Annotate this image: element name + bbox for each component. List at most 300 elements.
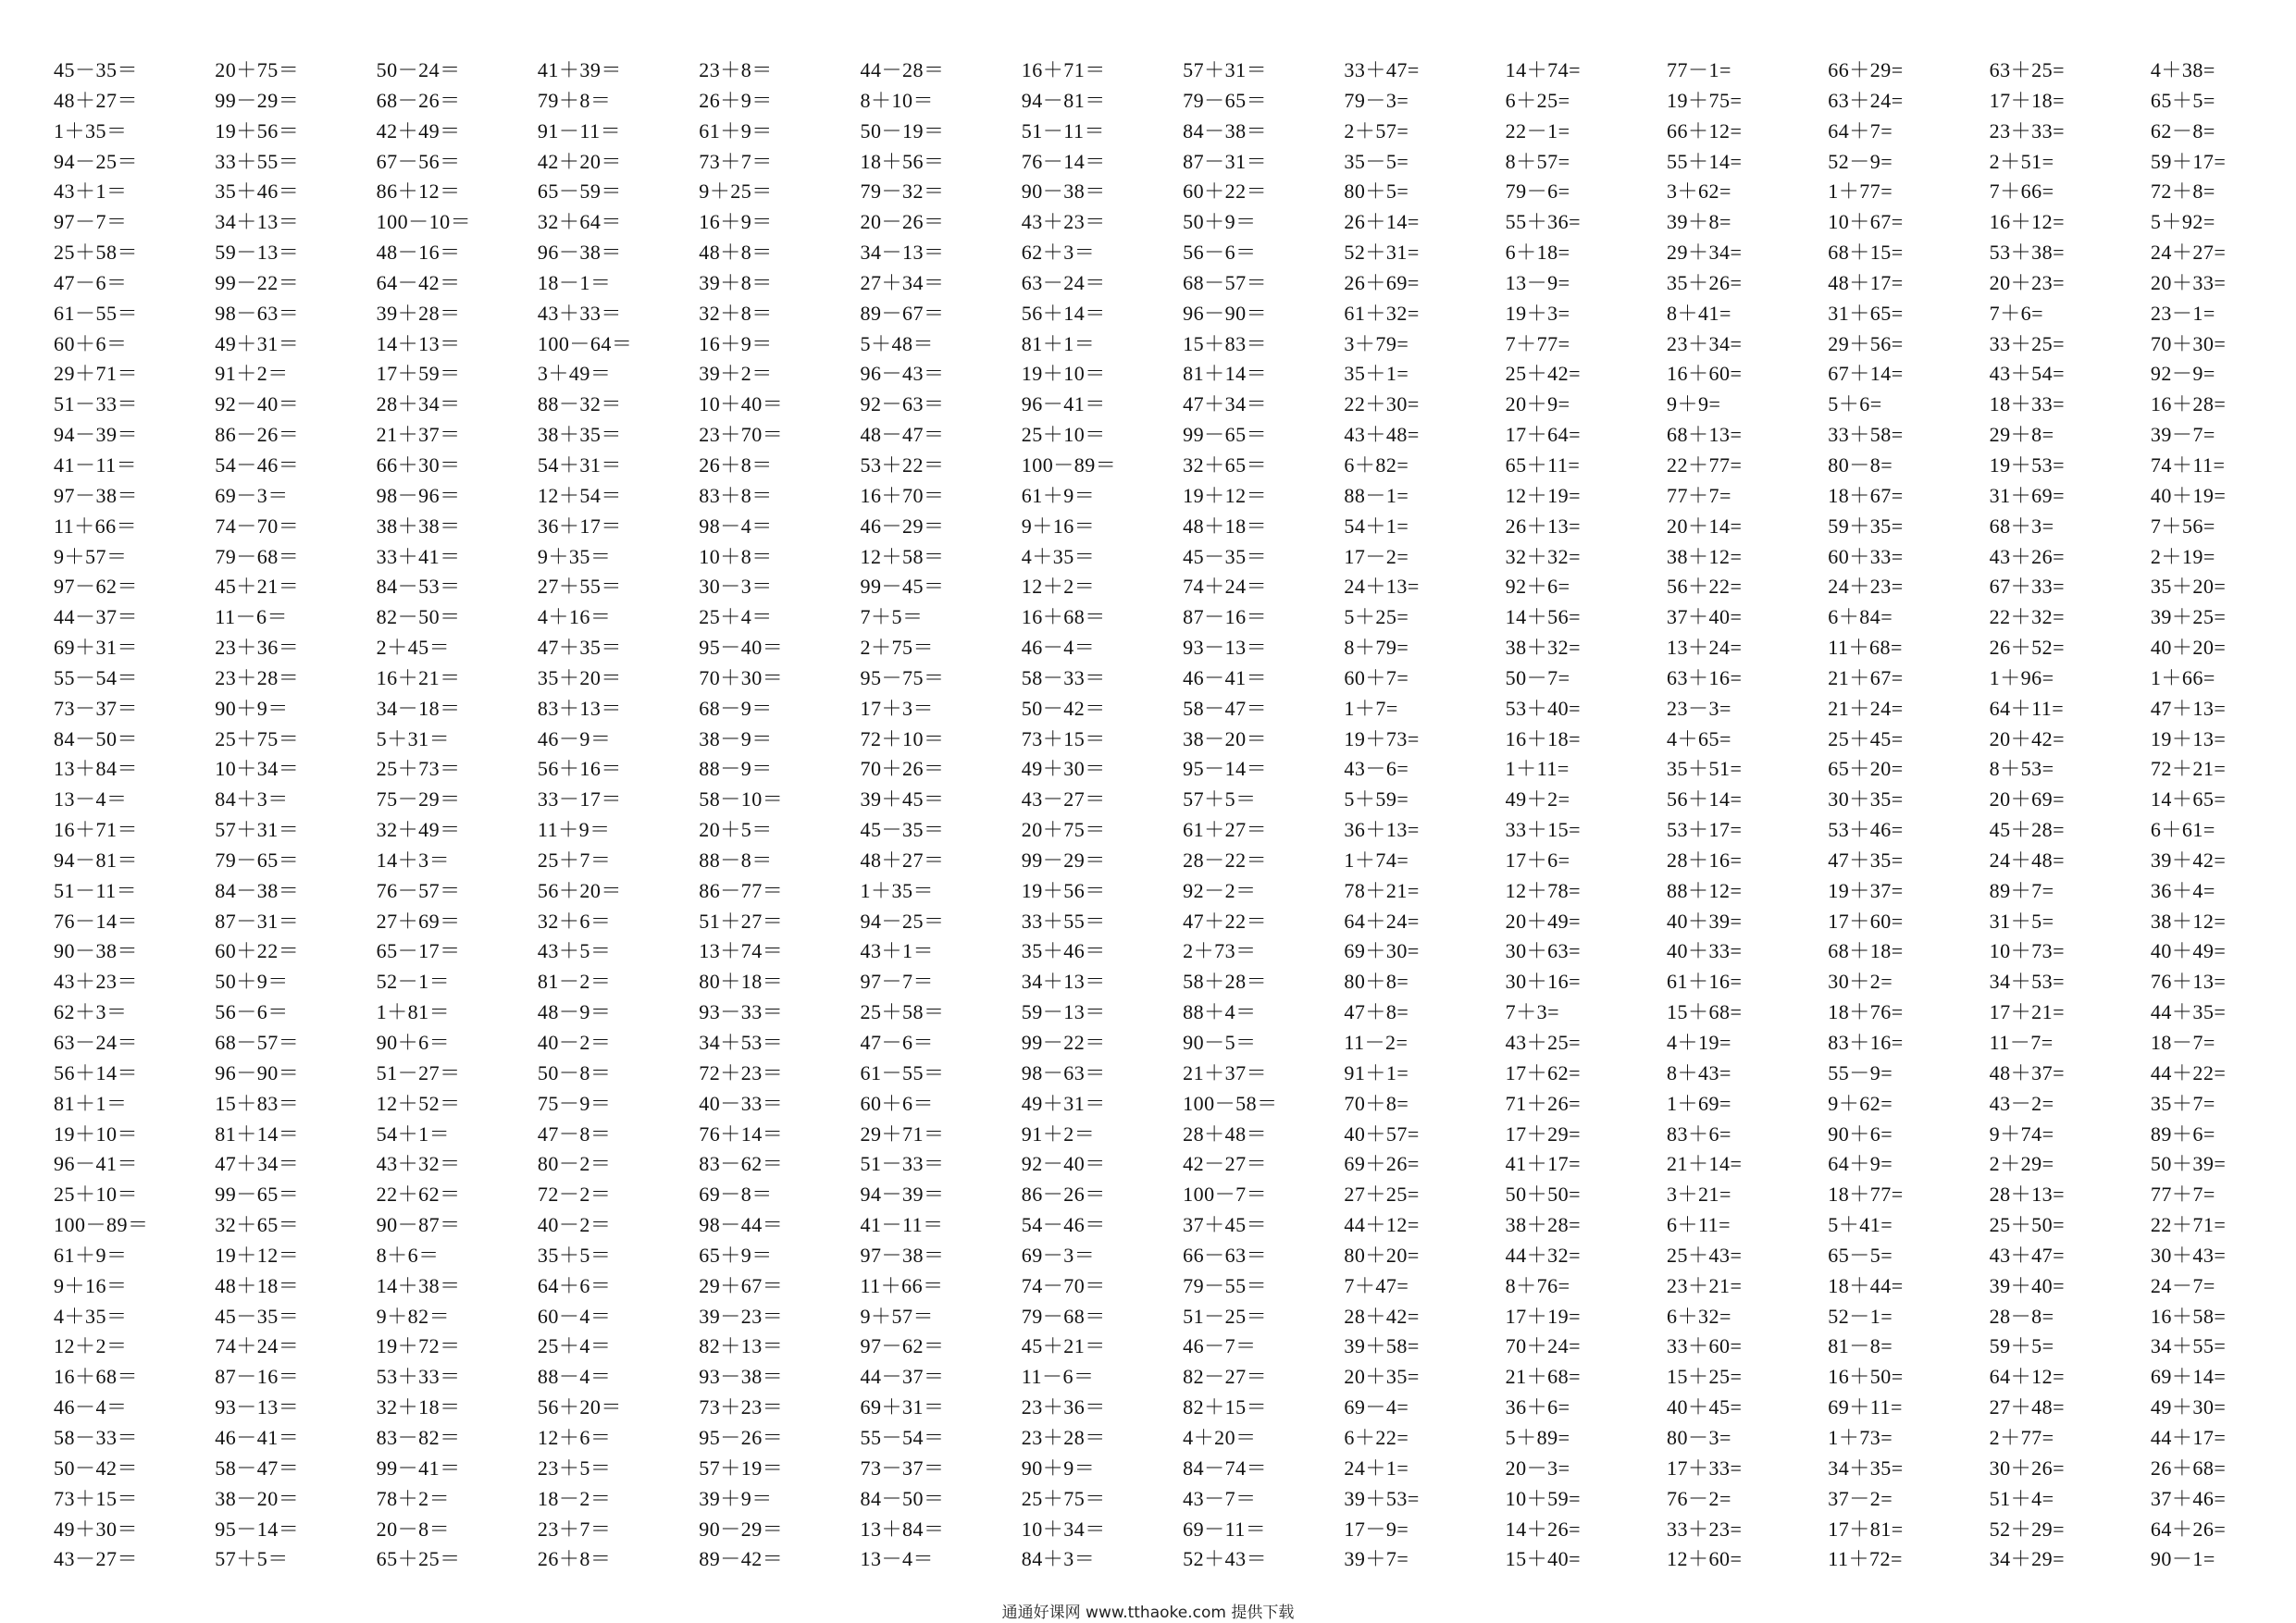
problem-item: 62－8= xyxy=(2150,118,2215,142)
problem-item: 12＋2＝ xyxy=(1021,575,1096,599)
problem-item: 84－74＝ xyxy=(1183,1456,1268,1480)
problem-item: 17＋29= xyxy=(1505,1121,1582,1146)
problem-item: 23－3= xyxy=(1666,696,1731,720)
problem-item: 46－41＝ xyxy=(215,1425,300,1449)
problem-item: 4＋35＝ xyxy=(54,1304,128,1328)
problem-item: 23＋28＝ xyxy=(215,665,300,689)
problem-item: 95－40＝ xyxy=(699,636,784,660)
problem-item: 19＋75= xyxy=(1666,88,1743,112)
problem-item: 2＋29= xyxy=(1989,1152,2054,1176)
problem-item: 45＋21＝ xyxy=(1021,1334,1106,1358)
problem-item: 68－26＝ xyxy=(376,88,461,112)
problem-item: 49＋30＝ xyxy=(54,1517,139,1541)
problem-item: 56－6＝ xyxy=(215,1000,289,1024)
problem-item: 19＋56＝ xyxy=(215,118,300,142)
problem-item: 39－7= xyxy=(2150,423,2215,447)
problem-item: 15＋68= xyxy=(1666,1000,1743,1024)
problem-item: 64＋7= xyxy=(1828,118,1893,142)
problem-item: 84－38＝ xyxy=(215,878,300,902)
problem-item: 61＋9＝ xyxy=(54,1243,128,1267)
problem-item: 60＋22＝ xyxy=(215,939,300,963)
problem-item: 45＋21＝ xyxy=(215,575,300,599)
problem-item: 33＋23= xyxy=(1666,1517,1743,1541)
problem-item: 10＋40＝ xyxy=(699,392,784,416)
problem-item: 63－24＝ xyxy=(54,1031,139,1054)
problem-item: 83－62＝ xyxy=(699,1152,784,1176)
problem-item: 25＋7＝ xyxy=(537,848,612,872)
problem-item: 100－89＝ xyxy=(1021,452,1117,477)
problem-item: 35＋46＝ xyxy=(1021,939,1106,963)
problem-item: 16＋60= xyxy=(1666,362,1743,386)
problem-item: 25＋42= xyxy=(1505,362,1582,386)
problem-item: 17＋19= xyxy=(1505,1304,1582,1328)
problem-item: 22＋62＝ xyxy=(376,1183,461,1207)
problem-item: 92－40＝ xyxy=(215,392,300,416)
problem-item: 78＋2＝ xyxy=(376,1486,451,1510)
problem-item: 4＋19= xyxy=(1666,1031,1731,1054)
problem-item: 30＋43= xyxy=(2150,1243,2227,1267)
problem-item: 60＋6＝ xyxy=(860,1091,934,1115)
problem-item: 38＋32= xyxy=(1505,636,1582,660)
problem-item: 30－3＝ xyxy=(699,575,773,599)
problem-item: 5＋48＝ xyxy=(860,331,934,355)
problem-item: 29＋34= xyxy=(1666,241,1743,265)
problem-item: 12＋58＝ xyxy=(860,544,945,568)
problem-item: 43＋48= xyxy=(1344,423,1420,447)
problem-item: 51－11＝ xyxy=(54,878,138,902)
problem-item: 81＋14＝ xyxy=(215,1121,300,1146)
problem-item: 94－25＝ xyxy=(860,909,945,933)
problem-item: 52＋29= xyxy=(1989,1517,2065,1541)
problem-item: 20＋14= xyxy=(1666,514,1743,538)
problem-item: 29＋56= xyxy=(1828,331,1904,355)
problem-item: 12＋19= xyxy=(1505,483,1582,507)
problem-item: 48＋18＝ xyxy=(1183,514,1268,538)
problem-item: 52－1= xyxy=(1828,1304,1893,1328)
problem-item: 58＋28＝ xyxy=(1183,970,1268,994)
problem-item: 52＋43＝ xyxy=(1183,1547,1268,1571)
problem-item: 38－9＝ xyxy=(699,726,773,750)
problem-item: 43＋33＝ xyxy=(537,301,622,325)
problem-item: 74＋24＝ xyxy=(1183,575,1268,599)
problem-item: 6＋25= xyxy=(1505,88,1570,112)
problem-item: 40＋39= xyxy=(1666,909,1743,933)
problem-item: 40＋57= xyxy=(1344,1121,1420,1146)
problem-item: 65＋9＝ xyxy=(699,1243,773,1267)
problem-item: 44＋35= xyxy=(2150,1000,2227,1024)
problem-item: 63－24＝ xyxy=(1021,270,1106,294)
problem-item: 3＋21= xyxy=(1666,1183,1731,1207)
problem-item: 76－2= xyxy=(1666,1486,1731,1510)
problem-item: 57＋5＝ xyxy=(215,1547,289,1571)
problem-item: 22＋32= xyxy=(1989,605,2065,629)
problem-item: 69＋14= xyxy=(2150,1365,2227,1389)
problem-item: 48－16＝ xyxy=(376,241,461,265)
problem-item: 28＋13= xyxy=(1989,1183,2065,1207)
problem-item: 32＋49＝ xyxy=(376,818,461,842)
problem-item: 13＋24= xyxy=(1666,636,1743,660)
problem-item: 61＋27＝ xyxy=(1183,818,1268,842)
problem-item: 55－54＝ xyxy=(860,1425,945,1449)
problem-item: 74＋24＝ xyxy=(215,1334,300,1358)
problem-item: 72＋8= xyxy=(2150,180,2215,204)
problem-item: 56－6＝ xyxy=(1183,241,1257,265)
problem-item: 52＋31= xyxy=(1344,241,1420,265)
problem-item: 54＋1＝ xyxy=(376,1121,451,1146)
problem-item: 93－38＝ xyxy=(699,1365,784,1389)
problem-item: 18＋44= xyxy=(1828,1273,1904,1297)
problem-item: 31＋69= xyxy=(1989,483,2065,507)
problem-item: 89－42＝ xyxy=(699,1547,784,1571)
problem-item: 11＋66＝ xyxy=(860,1273,944,1297)
problem-item: 37－2= xyxy=(1828,1486,1893,1510)
problem-item: 60＋33= xyxy=(1828,544,1904,568)
problem-item: 23＋36＝ xyxy=(215,636,300,660)
problem-item: 7＋6= xyxy=(1989,301,2043,325)
problem-item: 22－1= xyxy=(1505,118,1570,142)
problem-item: 23＋28＝ xyxy=(1021,1425,1106,1449)
problem-item: 90－5＝ xyxy=(1183,1031,1257,1054)
problem-item: 2＋57= xyxy=(1344,118,1409,142)
problem-item: 15＋83＝ xyxy=(215,1091,300,1115)
problem-item: 39＋40= xyxy=(1989,1273,2065,1297)
problem-item: 34＋53= xyxy=(1989,970,2065,994)
problem-item: 25＋50= xyxy=(1989,1213,2065,1237)
problem-item: 13＋84＝ xyxy=(860,1517,945,1541)
problem-item: 16＋9＝ xyxy=(699,210,773,234)
problem-item: 79－6= xyxy=(1505,180,1570,204)
problem-item: 63＋25= xyxy=(1989,58,2065,81)
problem-item: 47＋34＝ xyxy=(1183,392,1268,416)
problem-item: 18－2＝ xyxy=(537,1486,612,1510)
problem-item: 94－81＝ xyxy=(54,848,139,872)
problem-item: 69＋31＝ xyxy=(860,1395,945,1419)
problem-item: 80＋20= xyxy=(1344,1243,1420,1267)
problem-item: 35＋20＝ xyxy=(537,665,622,689)
problem-item: 77＋7= xyxy=(2150,1183,2215,1207)
problem-item: 43＋5＝ xyxy=(537,939,612,963)
problem-item: 10＋34＝ xyxy=(1021,1517,1106,1541)
problem-item: 65＋11= xyxy=(1505,452,1581,477)
problem-item: 81－2＝ xyxy=(537,970,612,994)
problem-item: 64＋26= xyxy=(2150,1517,2227,1541)
problem-item: 47－6＝ xyxy=(54,270,128,294)
problem-item: 10＋8＝ xyxy=(699,544,773,568)
problem-item: 8＋79= xyxy=(1344,636,1409,660)
problem-item: 93－13＝ xyxy=(1183,636,1268,660)
problem-item: 17＋18= xyxy=(1989,88,2065,112)
problem-item: 87－16＝ xyxy=(215,1365,300,1389)
problem-item: 65－59＝ xyxy=(537,180,622,204)
problem-item: 23＋33= xyxy=(1989,118,2065,142)
problem-item: 11＋68= xyxy=(1828,636,1903,660)
problem-item: 21＋68= xyxy=(1505,1365,1582,1389)
problem-item: 84＋3＝ xyxy=(1021,1547,1096,1571)
problem-item: 74＋11= xyxy=(2150,452,2226,477)
problem-item: 22＋30= xyxy=(1344,392,1420,416)
problem-item: 90＋9＝ xyxy=(215,696,289,720)
problem-item: 65－5= xyxy=(1828,1243,1893,1267)
problem-item: 43－6= xyxy=(1344,757,1409,781)
problem-item: 33＋47= xyxy=(1344,58,1420,81)
problem-item: 76＋14＝ xyxy=(699,1121,784,1146)
problem-item: 48＋27＝ xyxy=(54,88,139,112)
problem-item: 39＋42= xyxy=(2150,848,2227,872)
problem-item: 79－55＝ xyxy=(1183,1273,1268,1297)
problem-item: 52－9= xyxy=(1828,149,1893,173)
problem-item: 73－37＝ xyxy=(860,1456,945,1480)
problem-item: 19＋37= xyxy=(1828,878,1904,902)
problem-item: 86－26＝ xyxy=(215,423,300,447)
problem-item: 16＋12= xyxy=(1989,210,2065,234)
problem-item: 94－39＝ xyxy=(54,423,139,447)
problem-item: 41－11＝ xyxy=(54,452,138,477)
problem-item: 16＋70＝ xyxy=(860,483,945,507)
problem-item: 40＋49= xyxy=(2150,939,2227,963)
problem-item: 46－4＝ xyxy=(54,1395,128,1419)
problem-item: 72＋23＝ xyxy=(699,1060,784,1084)
problem-item: 88－8＝ xyxy=(699,848,773,872)
problem-item: 20＋23= xyxy=(1989,270,2065,294)
problem-item: 47＋22＝ xyxy=(1183,909,1268,933)
problem-item: 18－1＝ xyxy=(537,270,612,294)
problem-item: 39＋8= xyxy=(1666,210,1731,234)
problem-item: 32＋65＝ xyxy=(1183,452,1268,477)
problem-item: 70＋26＝ xyxy=(860,757,945,781)
problem-item: 38－20＝ xyxy=(215,1486,300,1510)
problem-item: 5＋41= xyxy=(1828,1213,1893,1237)
problem-item: 17＋21= xyxy=(1989,1000,2065,1024)
problem-item: 15＋83＝ xyxy=(1183,331,1268,355)
problem-item: 34＋53＝ xyxy=(699,1031,784,1054)
problem-item: 92－63＝ xyxy=(860,392,945,416)
problem-item: 20＋5＝ xyxy=(699,818,773,842)
problem-item: 19＋53= xyxy=(1989,452,2065,477)
problem-item: 99－22＝ xyxy=(215,270,300,294)
problem-item: 17＋64= xyxy=(1505,423,1582,447)
problem-item: 98－96＝ xyxy=(376,483,461,507)
problem-item: 17＋59＝ xyxy=(376,362,461,386)
problem-item: 76－14＝ xyxy=(1021,149,1106,173)
problem-item: 77＋7= xyxy=(1666,483,1731,507)
problem-item: 88－9＝ xyxy=(699,757,773,781)
problem-item: 90－29＝ xyxy=(699,1517,784,1541)
problem-item: 10＋34＝ xyxy=(215,757,300,781)
problem-item: 25＋58＝ xyxy=(54,241,139,265)
problem-item: 16＋68＝ xyxy=(54,1365,139,1389)
problem-item: 96－38＝ xyxy=(537,241,622,265)
problem-item: 73＋7＝ xyxy=(699,149,773,173)
problem-item: 35－5= xyxy=(1344,149,1409,173)
problem-item: 25＋75＝ xyxy=(215,726,300,750)
problem-item: 1＋35＝ xyxy=(860,878,934,902)
problem-item: 83＋16= xyxy=(1828,1031,1904,1054)
problem-item: 61－55＝ xyxy=(860,1060,945,1084)
problem-item: 97－7＝ xyxy=(54,210,128,234)
problem-item: 53＋22＝ xyxy=(860,452,945,477)
problem-item: 13－4＝ xyxy=(860,1547,934,1571)
problem-item: 65－17＝ xyxy=(376,939,461,963)
problem-item: 78＋21= xyxy=(1344,878,1420,902)
problem-item: 69＋31＝ xyxy=(54,636,139,660)
problem-item: 30＋2= xyxy=(1828,970,1893,994)
problem-item: 5＋25= xyxy=(1344,605,1409,629)
problem-item: 23＋70＝ xyxy=(699,423,784,447)
problem-item: 27＋48= xyxy=(1989,1395,2065,1419)
problem-item: 51－33＝ xyxy=(860,1152,945,1176)
problem-item: 6＋82= xyxy=(1344,452,1409,477)
problem-item: 94－25＝ xyxy=(54,149,139,173)
problem-item: 70＋30= xyxy=(2150,331,2227,355)
problem-item: 24＋13= xyxy=(1344,575,1420,599)
problem-item: 50－42＝ xyxy=(54,1456,139,1480)
problem-item: 88＋12= xyxy=(1666,878,1743,902)
problem-item: 12＋6＝ xyxy=(537,1425,612,1449)
problem-item: 30＋26= xyxy=(1989,1456,2065,1480)
problem-item: 56＋16＝ xyxy=(537,757,622,781)
problem-item: 38－20＝ xyxy=(1183,726,1268,750)
problem-item: 10＋59= xyxy=(1505,1486,1582,1510)
problem-item: 1＋77= xyxy=(1828,180,1893,204)
problem-item: 44－28＝ xyxy=(860,58,945,81)
problem-item: 25＋45= xyxy=(1828,726,1904,750)
problem-item: 40＋45= xyxy=(1666,1395,1743,1419)
problem-item: 20＋69= xyxy=(1989,787,2065,812)
problem-item: 88＋4＝ xyxy=(1183,1000,1257,1024)
problem-item: 34＋13＝ xyxy=(215,210,300,234)
problem-item: 19＋56＝ xyxy=(1021,878,1106,902)
problem-item: 33＋60= xyxy=(1666,1334,1743,1358)
problem-item: 1＋7= xyxy=(1344,696,1398,720)
problem-item: 59－13＝ xyxy=(215,241,300,265)
problem-item: 16＋71＝ xyxy=(1021,58,1106,81)
problem-item: 39＋8＝ xyxy=(699,270,773,294)
problem-item: 5＋31＝ xyxy=(376,726,451,750)
problem-item: 7＋47= xyxy=(1344,1273,1409,1297)
problem-item: 64＋6＝ xyxy=(537,1273,612,1297)
problem-item: 38＋28= xyxy=(1505,1213,1582,1237)
problem-item: 66＋29= xyxy=(1828,58,1904,81)
problem-item: 17＋3＝ xyxy=(860,696,934,720)
problem-item: 16＋58= xyxy=(2150,1304,2227,1328)
problem-item: 42＋20＝ xyxy=(537,149,622,173)
problem-item: 66＋30＝ xyxy=(376,452,461,477)
problem-item: 43－7＝ xyxy=(1183,1486,1257,1510)
problem-item: 1＋73= xyxy=(1828,1425,1893,1449)
problem-item: 45－35＝ xyxy=(54,58,139,81)
problem-item: 6＋18= xyxy=(1505,241,1570,265)
problem-item: 34－18＝ xyxy=(376,696,461,720)
problem-item: 33＋25= xyxy=(1989,331,2065,355)
problem-item: 51－11＝ xyxy=(1021,118,1105,142)
problem-item: 92－40＝ xyxy=(1021,1152,1106,1176)
problem-item: 2＋75＝ xyxy=(860,636,934,660)
problem-item: 33＋55＝ xyxy=(1021,909,1106,933)
problem-item: 72－2＝ xyxy=(537,1183,612,1207)
problem-item: 43＋25= xyxy=(1505,1031,1582,1054)
problem-item: 50－7= xyxy=(1505,665,1570,689)
problem-item: 98－63＝ xyxy=(215,301,300,325)
problem-item: 64＋24= xyxy=(1344,909,1420,933)
problem-item: 11＋66＝ xyxy=(54,514,138,538)
problem-item: 39－23＝ xyxy=(699,1304,784,1328)
problem-item: 32＋32= xyxy=(1505,544,1582,568)
problem-item: 15＋25= xyxy=(1666,1365,1743,1389)
problem-item: 92＋6= xyxy=(1505,575,1570,599)
problem-item: 8＋10＝ xyxy=(860,88,934,112)
problem-item: 46－41＝ xyxy=(1183,665,1268,689)
problem-item: 80＋18＝ xyxy=(699,970,784,994)
problem-item: 39＋25= xyxy=(2150,605,2227,629)
problem-item: 19＋12＝ xyxy=(215,1243,300,1267)
problem-item: 67＋33= xyxy=(1989,575,2065,599)
problem-item: 51－25＝ xyxy=(1183,1304,1268,1328)
problem-item: 56＋14＝ xyxy=(54,1060,139,1084)
problem-item: 87－31＝ xyxy=(215,909,300,933)
problem-item: 68＋15= xyxy=(1828,241,1904,265)
problem-item: 26＋9＝ xyxy=(699,88,773,112)
problem-item: 27＋34＝ xyxy=(860,270,945,294)
problem-item: 80－2＝ xyxy=(537,1152,612,1176)
problem-item: 34＋29= xyxy=(1989,1547,2065,1571)
problem-item: 7＋3= xyxy=(1505,1000,1560,1024)
problem-item: 47＋35＝ xyxy=(537,636,622,660)
problem-item: 55－54＝ xyxy=(54,665,139,689)
problem-item: 73＋23＝ xyxy=(699,1395,784,1419)
problem-item: 2＋77= xyxy=(1989,1425,2054,1449)
problem-item: 44＋12= xyxy=(1344,1213,1420,1237)
problem-item: 100－64＝ xyxy=(537,331,633,355)
problem-item: 16＋50= xyxy=(1828,1365,1904,1389)
problem-item: 17＋33= xyxy=(1666,1456,1743,1480)
problem-item: 31＋65= xyxy=(1828,301,1904,325)
problem-item: 87－31＝ xyxy=(1183,149,1268,173)
problem-item: 92－2＝ xyxy=(1183,878,1257,902)
problem-item: 1＋35＝ xyxy=(54,118,128,142)
problem-item: 37＋46= xyxy=(2150,1486,2227,1510)
problem-item: 83－82＝ xyxy=(376,1425,461,1449)
problem-item: 56＋14= xyxy=(1666,787,1743,812)
problem-item: 99－41＝ xyxy=(376,1456,461,1480)
problem-item: 8＋57= xyxy=(1505,149,1570,173)
problem-item: 70＋24= xyxy=(1505,1334,1582,1358)
problem-item: 2＋51= xyxy=(1989,149,2054,173)
problem-item: 9＋16＝ xyxy=(1021,514,1096,538)
problem-item: 43＋47= xyxy=(1989,1243,2065,1267)
problem-item: 44＋32= xyxy=(1505,1243,1582,1267)
problem-item: 58－33＝ xyxy=(1021,665,1106,689)
problem-item: 67＋14= xyxy=(1828,362,1904,386)
problem-item: 40－2＝ xyxy=(537,1031,612,1054)
problem-item: 26＋52= xyxy=(1989,636,2065,660)
problem-item: 84－53＝ xyxy=(376,575,461,599)
problem-item: 9＋9= xyxy=(1666,392,1721,416)
problem-item: 24＋1= xyxy=(1344,1456,1409,1480)
problem-item: 69＋30= xyxy=(1344,939,1420,963)
problem-item: 64＋9= xyxy=(1828,1152,1893,1176)
problem-item: 83＋6= xyxy=(1666,1121,1731,1146)
problem-item: 59＋17= xyxy=(2150,149,2227,173)
problem-item: 69－8＝ xyxy=(699,1183,773,1207)
problem-item: 68－9＝ xyxy=(699,696,773,720)
problem-item: 43＋23＝ xyxy=(54,970,139,994)
problem-item: 11－2= xyxy=(1344,1031,1409,1054)
problem-item: 69－4= xyxy=(1344,1395,1409,1419)
problem-item: 54－46＝ xyxy=(215,452,300,477)
problem-item: 17－9= xyxy=(1344,1517,1409,1541)
problem-item: 96－41＝ xyxy=(1021,392,1106,416)
problem-item: 32＋65＝ xyxy=(215,1213,300,1237)
